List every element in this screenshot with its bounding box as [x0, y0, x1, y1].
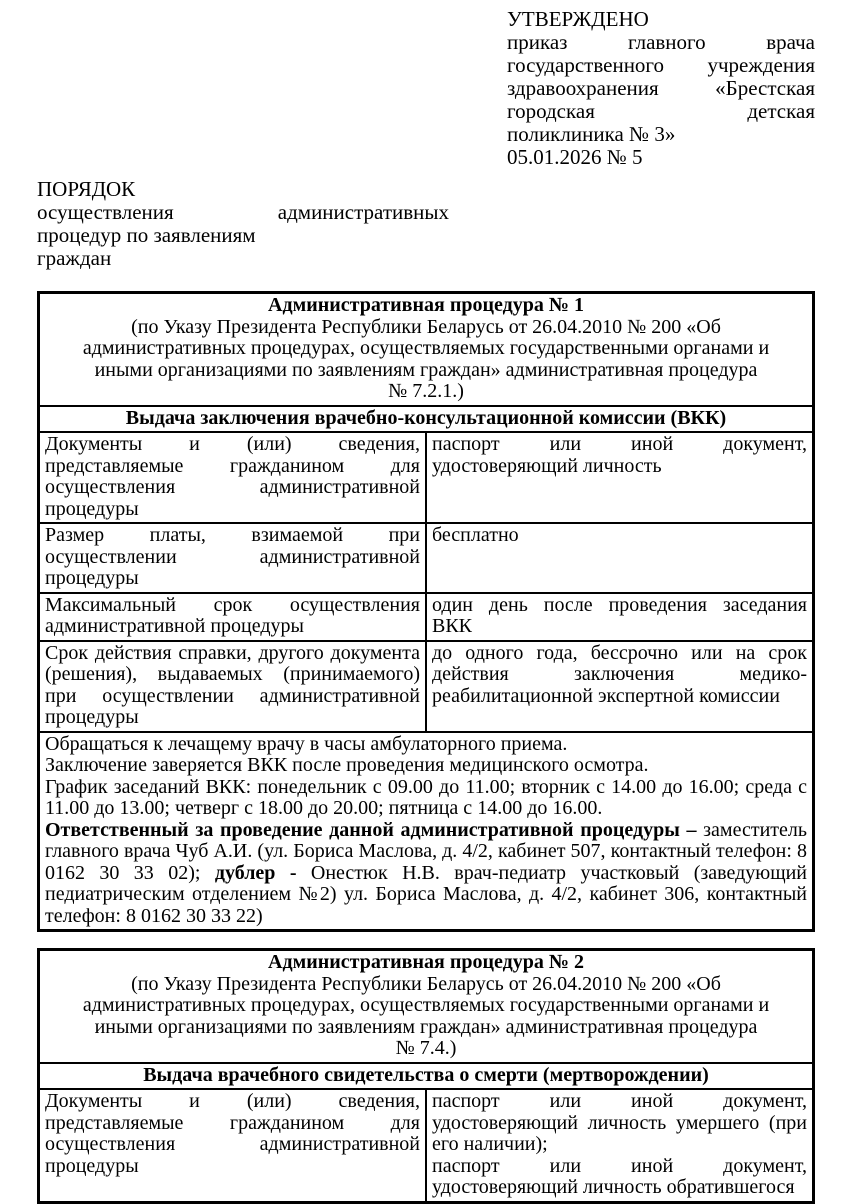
text-line: процедур по заявлениям: [37, 223, 256, 247]
table-subtitle-row: [39, 1063, 814, 1090]
row-value-fee: [426, 523, 814, 593]
text-line: иными организациями по заявлениям граждан» административная процедура: [94, 1015, 758, 1038]
row-label-validity: Срок действия справки, другого документа (решения), выдаваемых (принимаемого) при осуществлении административной процедуры: [39, 641, 427, 732]
text-segment: заместитель главного врача Чуб А.И. (ул. Бориса Маслова, д. 4/2, кабинет 507, контактный телефон: 8 0162 30 33 02);: [45, 818, 807, 884]
paragraph: паспорт или иной документ, удостоверяющий личность умершего (при его наличии);: [432, 1090, 807, 1155]
procedure-table-2: [37, 948, 815, 1204]
procedure-number-title: Административная процедура № 2: [268, 951, 584, 973]
text-line: УТВЕРЖДЕНО: [507, 7, 649, 31]
procedure-name: Выдача врачебного свидетельства о смерти (мертворождении): [39, 1063, 814, 1090]
procedure-legal-reference: [45, 317, 807, 403]
procedure-header-cell: [39, 293, 814, 406]
text-line: иными организациями по заявлениям граждан» административная процедура: [94, 358, 758, 381]
row-label-max-term: Максимальный срок осуществления административной процедуры: [39, 593, 427, 641]
text-line: городская детская: [507, 99, 815, 123]
procedure-legal-reference: [45, 974, 807, 1060]
paragraph: бесплатно: [432, 524, 519, 546]
text-line: административных процедурах, осуществляемых государственными органами и: [82, 994, 770, 1016]
text-segment: Заключение заверяется ВКК после проведения медицинского осмотра.: [45, 754, 649, 776]
row-label-documents: Документы и (или) сведения, представляемые гражданином для осуществления административной процедуры: [39, 1089, 427, 1202]
text-line: поликлиника № 3»: [507, 122, 676, 146]
text-line: приказ главного врача: [507, 30, 815, 54]
document-title-block: [37, 178, 449, 270]
table-notes-row: [39, 732, 814, 931]
procedure-name: Выдача заключения врачебно-консультационной комиссии (ВКК): [39, 406, 814, 433]
text-segment: Обращаться к лечащему врачу в часы амбулаторного приема.: [45, 732, 568, 755]
text-line: граждан: [37, 246, 112, 270]
paragraph: паспорт или иной документ, удостоверяющий личность обратившегося: [432, 1154, 807, 1198]
table-row: [39, 1089, 814, 1202]
table-row: [39, 523, 814, 593]
text-line: № 7.2.1.): [388, 380, 464, 402]
text-line: государственного учреждения: [507, 53, 815, 77]
text-line: административных процедурах, осуществляемых государственными органами и: [82, 337, 770, 359]
table-row: [39, 593, 814, 641]
text-segment: Ответственный за проведение данной административной процедуры –: [45, 818, 704, 841]
procedure-table-1: [37, 291, 815, 932]
row-value-documents: [426, 1089, 814, 1202]
paragraph: паспорт или иной документ, удостоверяющий личность: [432, 433, 807, 477]
paragraph: до одного года, бессрочно или на срок действия заключения медико-реабилитационной экспертной комиссии: [432, 641, 807, 707]
row-label-fee: Размер платы, взимаемой при осуществлении административной процедуры: [39, 523, 427, 593]
row-value-documents: [426, 432, 814, 523]
text-line: № 7.4.): [395, 1037, 457, 1059]
table-subtitle-row: [39, 406, 814, 433]
procedure-number-title: Административная процедура № 1: [268, 294, 584, 316]
table-header-row: [39, 950, 814, 1063]
row-label-documents: Документы и (или) сведения, представляемые гражданином для осуществления административной процедуры: [39, 432, 427, 523]
text-segment: Онестюк Н.В. врач-педиатр участковый (заведующий педиатрическим отделением №2) ул. Бориса Маслова, д. 4/2, кабинет 306, контактный телефон: 8 0162 30 33 22): [45, 861, 807, 927]
procedure-notes: [39, 732, 814, 931]
row-value-validity: [426, 641, 814, 732]
text-line: здравоохранения «Брестская: [507, 76, 815, 100]
approval-block: [507, 8, 815, 169]
text-line: 05.01.2026 № 5: [507, 145, 643, 169]
paragraph: [45, 755, 807, 777]
paragraph: [45, 734, 807, 756]
text-line: осуществления административных: [37, 200, 449, 224]
text-line: (по Указу Президента Республики Беларусь от 26.04.2010 № 200 «Об: [131, 315, 721, 338]
table-row: [39, 432, 814, 523]
text-line: (по Указу Президента Республики Беларусь от 26.04.2010 № 200 «Об: [131, 972, 721, 995]
paragraph: [45, 820, 807, 928]
text-segment: дублер -: [214, 861, 311, 884]
procedure-header-cell: [39, 950, 814, 1063]
paragraph: один день после проведения заседания ВКК: [432, 593, 807, 637]
text-segment: График заседаний ВКК: понедельник с 09.00 до 11.00; вторник с 14.00 до 16.00; среда с 11.00 до 13.00; четверг с 18.00 до 20.00; пятница с 14.00 до 16.00.: [45, 775, 807, 819]
table-row: [39, 641, 814, 732]
text-line: ПОРЯДОК: [37, 177, 136, 201]
table-header-row: [39, 293, 814, 406]
paragraph: [45, 777, 807, 820]
row-value-max-term: [426, 593, 814, 641]
